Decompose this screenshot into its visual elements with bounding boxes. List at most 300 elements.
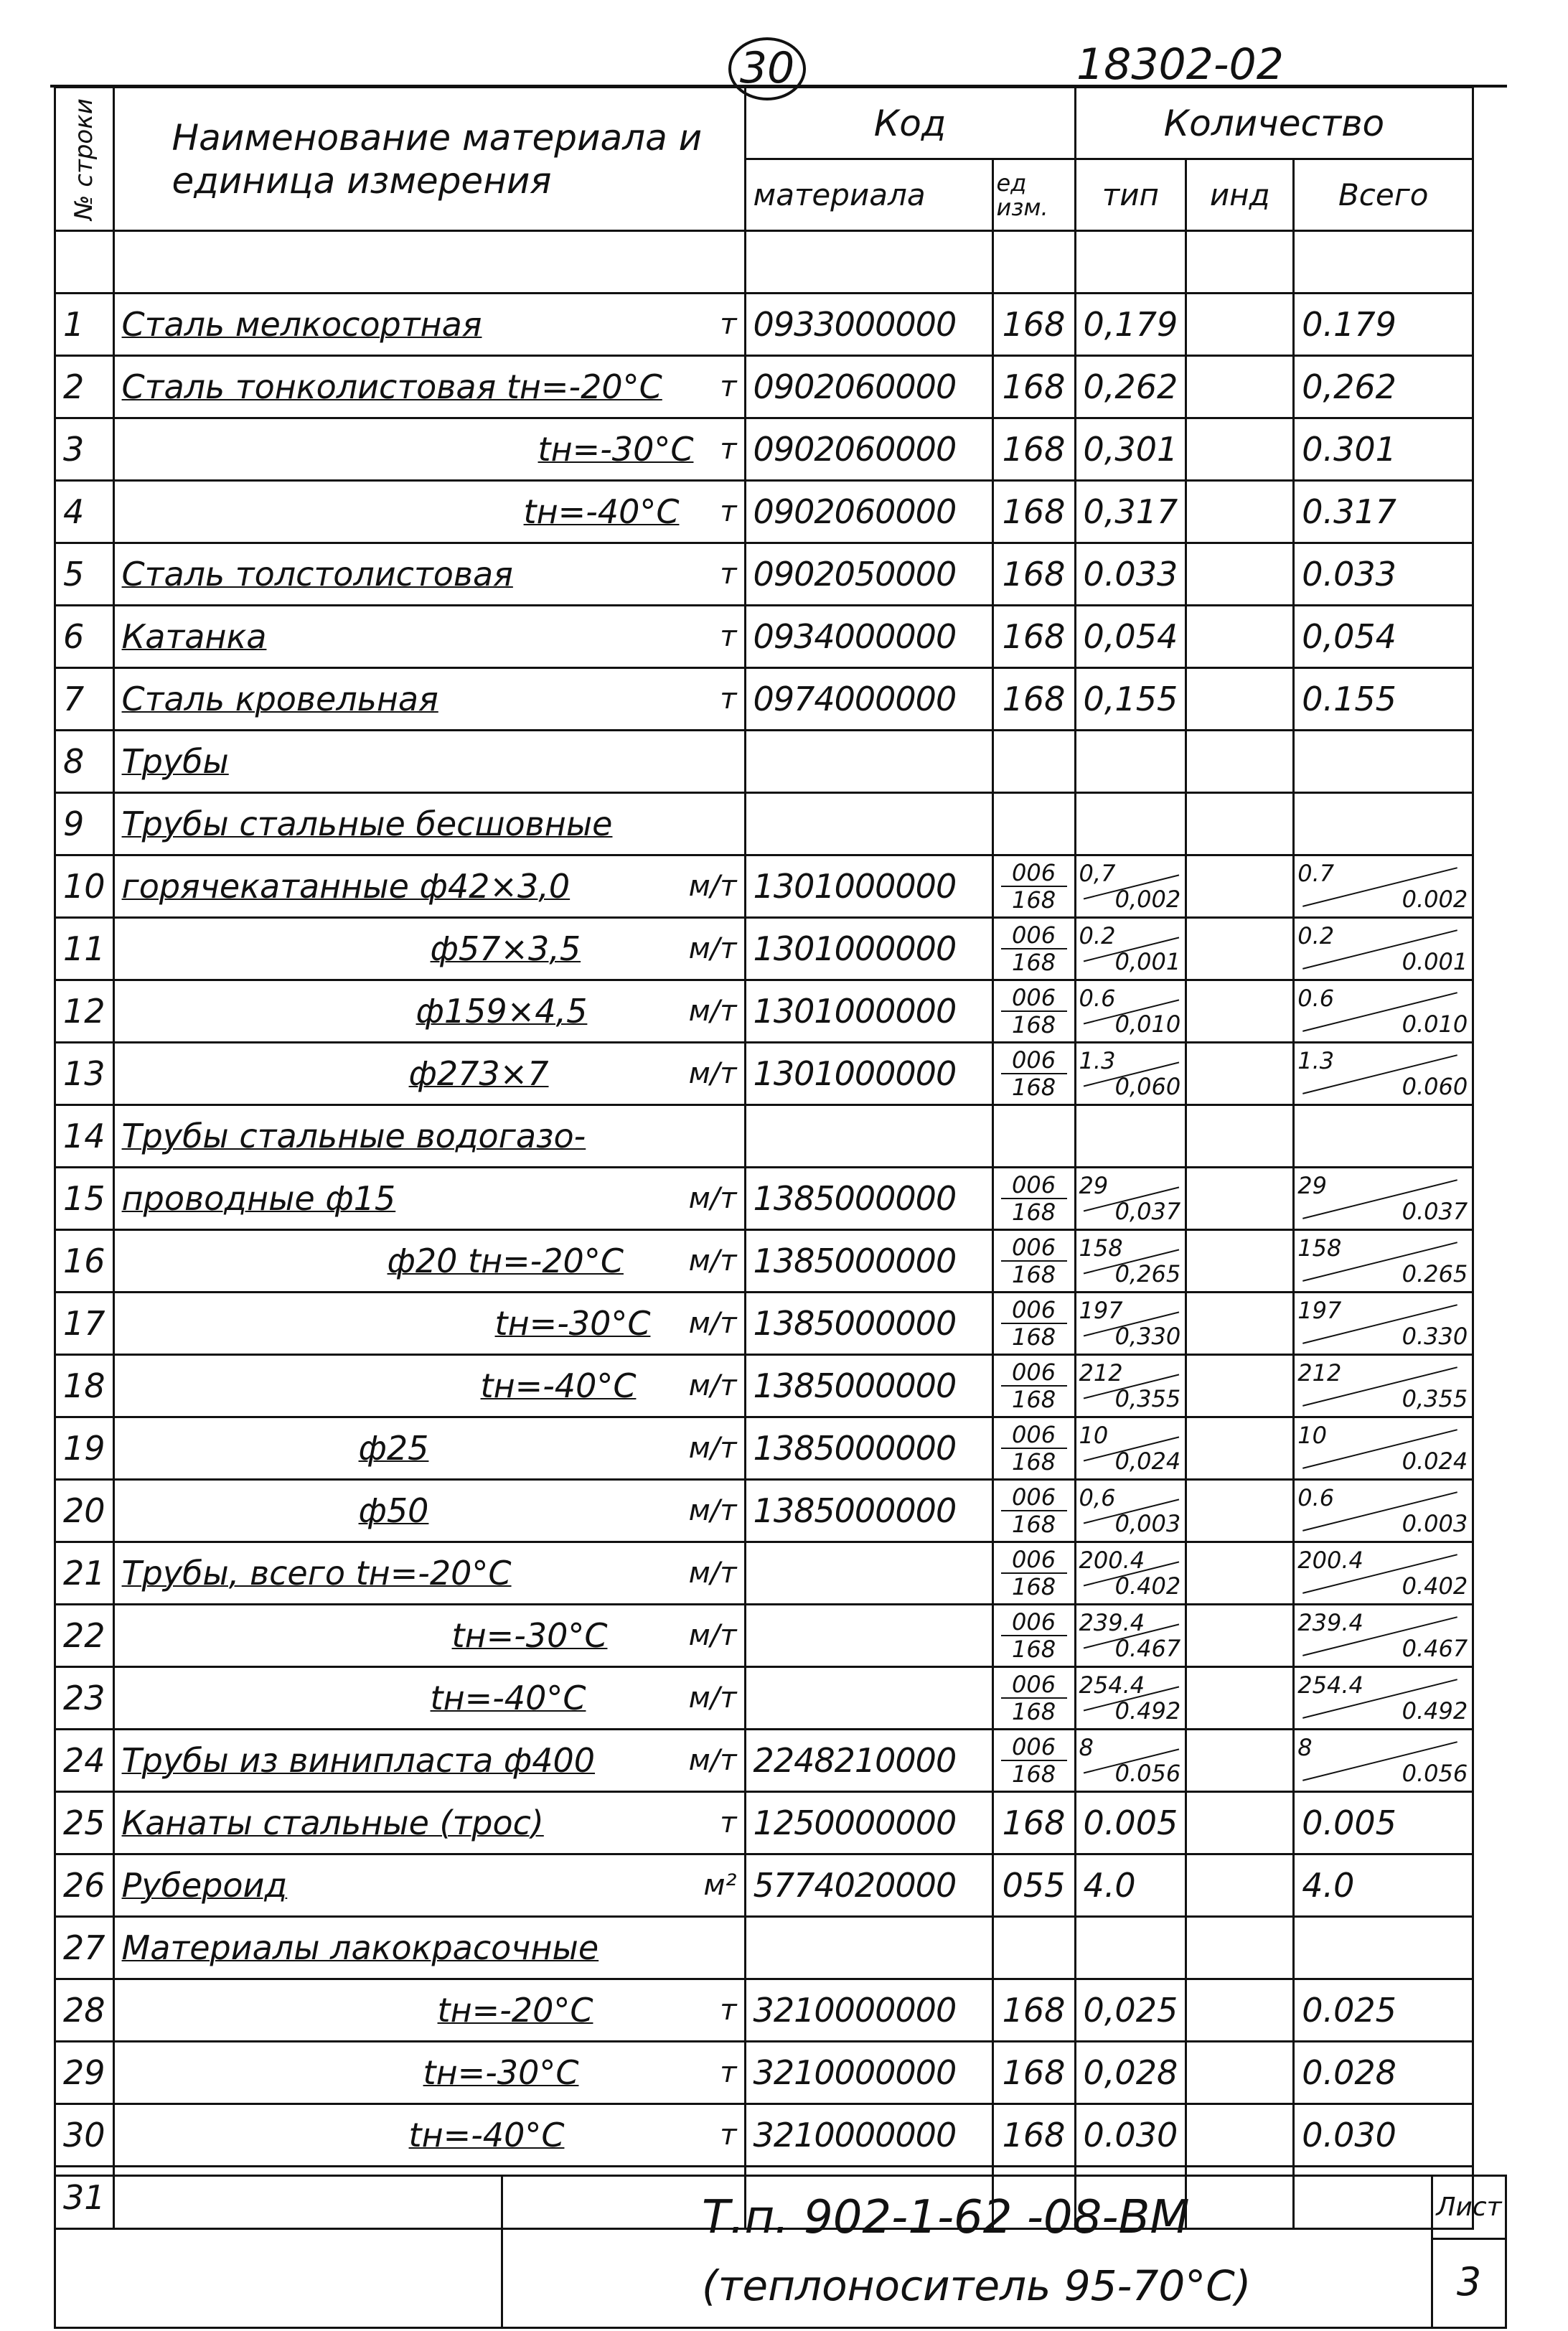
measure-unit: т bbox=[720, 2056, 737, 2089]
quantity-total-fraction: 29 0.037 bbox=[1297, 1172, 1468, 1225]
quantity-ind bbox=[1186, 418, 1294, 481]
quantity-typ-fraction: 0.2 0,001 bbox=[1079, 922, 1181, 975]
row-number: 10 bbox=[55, 855, 114, 918]
quantity-total-fraction: 0.2 0.001 bbox=[1297, 922, 1468, 975]
unit-code-top: 006 bbox=[1001, 860, 1067, 887]
measure-unit: т bbox=[720, 433, 737, 466]
unit-code-bottom: 168 bbox=[1012, 1386, 1056, 1413]
table-row bbox=[55, 1792, 1473, 1854]
quantity-total: 0.179 bbox=[1294, 294, 1473, 356]
unit-code: 168 bbox=[992, 2042, 1075, 2104]
unit-code: 055 bbox=[992, 1854, 1075, 1917]
quantity-typ bbox=[1075, 1480, 1186, 1542]
quantity-typ bbox=[1075, 855, 1186, 918]
title-block-subtitle: (теплоноситель 95-70°С) bbox=[702, 2261, 1252, 2310]
quantity-typ: 0,301 bbox=[1075, 418, 1186, 481]
material-name: Сталь тонколистовая tн=-20°С bbox=[121, 367, 662, 406]
material-name-cell bbox=[113, 2042, 745, 2104]
quantity-typ-fraction: 10 0,024 bbox=[1079, 1422, 1181, 1475]
table-row bbox=[55, 731, 1473, 793]
header-quantity: Количество bbox=[1075, 88, 1473, 159]
material-name-cell bbox=[113, 481, 745, 543]
material-code bbox=[745, 793, 992, 855]
unit-code-bottom: 168 bbox=[1012, 886, 1056, 914]
row-number: 6 bbox=[55, 606, 114, 668]
quantity-total bbox=[1294, 855, 1473, 918]
quantity-typ-fraction: 197 0,330 bbox=[1079, 1297, 1181, 1350]
measure-unit: т bbox=[720, 1806, 737, 1839]
quantity-total: 0.028 bbox=[1294, 2042, 1473, 2104]
measure-unit: т bbox=[720, 1994, 737, 2027]
unit-code: 168 bbox=[992, 1792, 1075, 1854]
quantity-total: 0,054 bbox=[1294, 606, 1473, 668]
unit-code-top: 006 bbox=[1001, 922, 1067, 949]
table-row bbox=[55, 1230, 1473, 1293]
table-row bbox=[55, 1854, 1473, 1917]
quantity-typ bbox=[1075, 1667, 1186, 1730]
table-row bbox=[55, 294, 1473, 356]
quantity-total bbox=[1294, 793, 1473, 855]
unit-code-top: 006 bbox=[1001, 1547, 1067, 1574]
quantity-total-fraction: 10 0.024 bbox=[1297, 1422, 1468, 1475]
material-name: горячекатанные ф42×3,0 bbox=[121, 867, 571, 906]
table-row bbox=[55, 1355, 1473, 1417]
unit-code-stack bbox=[1001, 1734, 1067, 1787]
material-name: tн=-40°С bbox=[408, 2116, 565, 2154]
table-row bbox=[55, 793, 1473, 855]
quantity-total-fraction: 0.7 0.002 bbox=[1297, 860, 1468, 913]
table-row bbox=[55, 481, 1473, 543]
material-name-cell bbox=[113, 1730, 745, 1792]
quantity-ind bbox=[1186, 1417, 1294, 1480]
material-name-cell bbox=[113, 918, 745, 980]
quantity-typ bbox=[1075, 918, 1186, 980]
quantity-total: 0.155 bbox=[1294, 668, 1473, 731]
quantity-typ bbox=[1075, 731, 1186, 793]
material-name-cell bbox=[113, 1917, 745, 1979]
material-code bbox=[745, 1667, 992, 1730]
unit-code-stack bbox=[1001, 1047, 1067, 1100]
table-row bbox=[55, 1979, 1473, 2042]
material-code bbox=[745, 1917, 992, 1979]
quantity-typ: 0,054 bbox=[1075, 606, 1186, 668]
quantity-ind bbox=[1186, 294, 1294, 356]
material-name: tн=-30°С bbox=[537, 430, 694, 469]
material-name-cell bbox=[113, 1792, 745, 1854]
quantity-typ: 0,179 bbox=[1075, 294, 1186, 356]
material-name: tн=-20°С bbox=[437, 1991, 593, 2030]
material-name-cell bbox=[113, 1979, 745, 2042]
quantity-ind bbox=[1186, 1667, 1294, 1730]
unit-code bbox=[992, 1230, 1075, 1293]
quantity-ind bbox=[1186, 855, 1294, 918]
unit-code: 168 bbox=[992, 294, 1075, 356]
table-row bbox=[55, 1105, 1473, 1168]
material-name: tн=-40°С bbox=[480, 1366, 637, 1405]
row-number: 4 bbox=[55, 481, 114, 543]
material-code bbox=[745, 1605, 992, 1667]
header-q-typ: тип bbox=[1075, 159, 1186, 231]
quantity-total: 0.301 bbox=[1294, 418, 1473, 481]
header-q-total: Всего bbox=[1294, 159, 1473, 231]
row-number: 28 bbox=[55, 1979, 114, 2042]
quantity-ind bbox=[1186, 2104, 1294, 2167]
row-number: 30 bbox=[55, 2104, 114, 2167]
measure-unit: т bbox=[720, 308, 737, 341]
quantity-typ bbox=[1075, 1230, 1186, 1293]
material-code: 0902060000 bbox=[745, 418, 992, 481]
quantity-total bbox=[1294, 1230, 1473, 1293]
quantity-ind bbox=[1186, 918, 1294, 980]
measure-unit: т bbox=[720, 370, 737, 403]
material-name-cell bbox=[113, 980, 745, 1043]
row-number: 15 bbox=[55, 1168, 114, 1230]
quantity-ind bbox=[1186, 481, 1294, 543]
quantity-typ: 0.033 bbox=[1075, 543, 1186, 606]
unit-code: 168 bbox=[992, 418, 1075, 481]
unit-code-stack bbox=[1001, 1234, 1067, 1288]
material-name: Трубы стальные водогазо- bbox=[121, 1117, 586, 1155]
quantity-ind bbox=[1186, 1043, 1294, 1105]
unit-code-top: 006 bbox=[1001, 1671, 1067, 1699]
unit-code-bottom: 168 bbox=[1012, 1199, 1056, 1226]
unit-code-bottom: 168 bbox=[1012, 1573, 1056, 1600]
material-name: Сталь толстолистовая bbox=[121, 555, 513, 594]
material-name-cell bbox=[113, 1168, 745, 1230]
material-name: ф273×7 bbox=[408, 1054, 549, 1093]
quantity-ind bbox=[1186, 1355, 1294, 1417]
quantity-typ-fraction: 200.4 0.402 bbox=[1079, 1547, 1181, 1600]
quantity-total-fraction: 158 0.265 bbox=[1297, 1234, 1468, 1288]
table-row bbox=[55, 2042, 1473, 2104]
unit-code bbox=[992, 731, 1075, 793]
row-number: 19 bbox=[55, 1417, 114, 1480]
row-number: 3 bbox=[55, 418, 114, 481]
quantity-typ bbox=[1075, 1168, 1186, 1230]
quantity-typ-fraction: 29 0,037 bbox=[1079, 1172, 1181, 1225]
unit-code-bottom: 168 bbox=[1012, 1011, 1056, 1038]
material-code: 1385000000 bbox=[745, 1417, 992, 1480]
quantity-total-fraction: 212 0,355 bbox=[1297, 1359, 1468, 1412]
quantity-typ-fraction: 0.6 0,010 bbox=[1079, 985, 1181, 1038]
unit-code bbox=[992, 1043, 1075, 1105]
measure-unit: м/т bbox=[688, 995, 737, 1028]
table-body bbox=[55, 294, 1473, 2229]
material-name: ф20 tн=-20°С bbox=[387, 1242, 624, 1280]
quantity-ind bbox=[1186, 1730, 1294, 1792]
material-name-cell bbox=[113, 1105, 745, 1168]
unit-code: 168 bbox=[992, 606, 1075, 668]
row-number: 17 bbox=[55, 1293, 114, 1355]
material-name: Сталь мелкосортная bbox=[121, 305, 482, 344]
material-name-cell bbox=[113, 418, 745, 481]
quantity-typ bbox=[1075, 1542, 1186, 1605]
quantity-total-fraction: 239.4 0.467 bbox=[1297, 1609, 1468, 1662]
unit-code-stack bbox=[1001, 1422, 1067, 1475]
header-row-no: № строки bbox=[55, 88, 114, 231]
material-name-cell bbox=[113, 2104, 745, 2167]
material-name-cell bbox=[113, 1542, 745, 1605]
material-name: Трубы, всего tн=-20°С bbox=[121, 1554, 512, 1593]
unit-code bbox=[992, 855, 1075, 918]
sheet-number: 30 bbox=[728, 37, 806, 100]
unit-code-stack bbox=[1001, 1671, 1067, 1725]
material-name: Сталь кровельная bbox=[121, 680, 438, 718]
quantity-total bbox=[1294, 1480, 1473, 1542]
quantity-ind bbox=[1186, 731, 1294, 793]
row-number: 27 bbox=[55, 1917, 114, 1979]
material-name-cell bbox=[113, 543, 745, 606]
quantity-typ-fraction: 212 0,355 bbox=[1079, 1359, 1181, 1412]
unit-code-stack bbox=[1001, 985, 1067, 1038]
table-row bbox=[55, 1043, 1473, 1105]
material-name-cell bbox=[113, 1230, 745, 1293]
unit-code-bottom: 168 bbox=[1012, 1698, 1056, 1725]
quantity-total bbox=[1294, 1043, 1473, 1105]
material-name-cell bbox=[113, 1605, 745, 1667]
table-row bbox=[55, 1542, 1473, 1605]
material-name: Канаты стальные (трос) bbox=[121, 1804, 544, 1842]
quantity-ind bbox=[1186, 1542, 1294, 1605]
material-code: 0934000000 bbox=[745, 606, 992, 668]
measure-unit: м/т bbox=[688, 1307, 737, 1340]
quantity-total-fraction: 1.3 0.060 bbox=[1297, 1047, 1468, 1100]
measure-unit: м² bbox=[703, 1869, 737, 1902]
quantity-total-fraction: 8 0.056 bbox=[1297, 1734, 1468, 1787]
unit-code bbox=[992, 1355, 1075, 1417]
table-row bbox=[55, 1293, 1473, 1355]
table-row bbox=[55, 2104, 1473, 2167]
material-name-cell bbox=[113, 668, 745, 731]
material-name: проводные ф15 bbox=[121, 1179, 396, 1218]
unit-code: 168 bbox=[992, 481, 1075, 543]
unit-code-stack bbox=[1001, 1172, 1067, 1225]
quantity-total-fraction: 200.4 0.402 bbox=[1297, 1547, 1468, 1600]
quantity-typ bbox=[1075, 1417, 1186, 1480]
quantity-ind bbox=[1186, 1230, 1294, 1293]
quantity-typ bbox=[1075, 1043, 1186, 1105]
measure-unit: м/т bbox=[688, 1682, 737, 1715]
quantity-typ: 0,155 bbox=[1075, 668, 1186, 731]
quantity-typ-fraction: 239.4 0.467 bbox=[1079, 1609, 1181, 1662]
quantity-ind bbox=[1186, 543, 1294, 606]
unit-code-bottom: 168 bbox=[1012, 949, 1056, 976]
table-row bbox=[55, 543, 1473, 606]
unit-code bbox=[992, 1480, 1075, 1542]
material-code: 1385000000 bbox=[745, 1355, 992, 1417]
unit-code-bottom: 168 bbox=[1012, 1074, 1056, 1101]
material-name-cell bbox=[113, 356, 745, 418]
quantity-total bbox=[1294, 1605, 1473, 1667]
material-name: ф57×3,5 bbox=[430, 929, 581, 968]
quantity-typ bbox=[1075, 1917, 1186, 1979]
title-block-main: Т.п. 902-1-62 -08-ВМ bbox=[702, 2191, 1190, 2244]
table-row bbox=[55, 918, 1473, 980]
quantity-total-fraction: 0.6 0.010 bbox=[1297, 985, 1468, 1038]
material-name: Катанка bbox=[121, 617, 267, 656]
measure-unit: м/т bbox=[688, 1057, 737, 1090]
unit-code-stack bbox=[1001, 1359, 1067, 1412]
quantity-typ-fraction: 0,7 0,002 bbox=[1079, 860, 1181, 913]
quantity-total bbox=[1294, 1542, 1473, 1605]
header-name: Наименование материала и единица измерения bbox=[113, 88, 745, 231]
material-name: ф50 bbox=[358, 1491, 429, 1530]
quantity-ind bbox=[1186, 606, 1294, 668]
quantity-typ: 0,028 bbox=[1075, 2042, 1186, 2104]
material-name-cell bbox=[113, 793, 745, 855]
material-name-cell bbox=[113, 1480, 745, 1542]
material-code: 3210000000 bbox=[745, 2042, 992, 2104]
measure-unit: м/т bbox=[688, 1369, 737, 1402]
material-code bbox=[745, 731, 992, 793]
unit-code-top: 006 bbox=[1001, 1234, 1067, 1262]
material-code: 3210000000 bbox=[745, 2104, 992, 2167]
quantity-typ-fraction: 254.4 0.492 bbox=[1079, 1671, 1181, 1725]
material-name: Материалы лакокрасочные bbox=[121, 1928, 599, 1967]
quantity-typ: 4.0 bbox=[1075, 1854, 1186, 1917]
quantity-total bbox=[1294, 1417, 1473, 1480]
unit-code: 168 bbox=[992, 2104, 1075, 2167]
unit-code-top: 006 bbox=[1001, 1172, 1067, 1199]
table-row bbox=[55, 855, 1473, 918]
measure-unit: т bbox=[720, 620, 737, 653]
table-row bbox=[55, 606, 1473, 668]
measure-unit: т bbox=[720, 683, 737, 716]
unit-code-top: 006 bbox=[1001, 1047, 1067, 1074]
row-number: 12 bbox=[55, 980, 114, 1043]
row-number: 14 bbox=[55, 1105, 114, 1168]
measure-unit: м/т bbox=[688, 1744, 737, 1777]
measure-unit: м/т bbox=[688, 1432, 737, 1465]
row-number: 5 bbox=[55, 543, 114, 606]
unit-code: 168 bbox=[992, 356, 1075, 418]
unit-code-bottom: 168 bbox=[1012, 1261, 1056, 1288]
table-row bbox=[55, 418, 1473, 481]
table-row bbox=[55, 1730, 1473, 1792]
row-number: 24 bbox=[55, 1730, 114, 1792]
material-code: 1250000000 bbox=[745, 1792, 992, 1854]
unit-code bbox=[992, 1917, 1075, 1979]
quantity-total bbox=[1294, 1168, 1473, 1230]
row-number: 1 bbox=[55, 294, 114, 356]
header-q-ind: инд bbox=[1186, 159, 1294, 231]
material-name: tн=-30°С bbox=[494, 1304, 651, 1343]
quantity-total: 0.030 bbox=[1294, 2104, 1473, 2167]
unit-code-top: 006 bbox=[1001, 1422, 1067, 1449]
unit-code-bottom: 168 bbox=[1012, 1636, 1056, 1663]
material-code: 1301000000 bbox=[745, 918, 992, 980]
quantity-typ bbox=[1075, 1293, 1186, 1355]
measure-unit: м/т bbox=[688, 870, 737, 903]
row-number: 13 bbox=[55, 1043, 114, 1105]
unit-code-top: 006 bbox=[1001, 1359, 1067, 1387]
unit-code bbox=[992, 1293, 1075, 1355]
unit-code-stack bbox=[1001, 860, 1067, 913]
material-code: 1301000000 bbox=[745, 980, 992, 1043]
material-code: 3210000000 bbox=[745, 1979, 992, 2042]
row-number: 25 bbox=[55, 1792, 114, 1854]
unit-code-stack bbox=[1001, 1484, 1067, 1537]
table-row bbox=[55, 1605, 1473, 1667]
table-row bbox=[55, 356, 1473, 418]
material-name-cell bbox=[113, 1667, 745, 1730]
measure-unit: м/т bbox=[688, 1619, 737, 1652]
material-code: 0933000000 bbox=[745, 294, 992, 356]
quantity-total: 0,262 bbox=[1294, 356, 1473, 418]
material-name: ф159×4,5 bbox=[416, 992, 588, 1031]
material-name: tн=-40°С bbox=[430, 1679, 586, 1717]
quantity-ind bbox=[1186, 1854, 1294, 1917]
material-name-cell bbox=[113, 606, 745, 668]
row-number: 22 bbox=[55, 1605, 114, 1667]
row-number: 11 bbox=[55, 918, 114, 980]
quantity-total bbox=[1294, 1667, 1473, 1730]
material-name-cell bbox=[113, 1043, 745, 1105]
row-number: 9 bbox=[55, 793, 114, 855]
row-number: 26 bbox=[55, 1854, 114, 1917]
material-name-cell bbox=[113, 855, 745, 918]
material-code: 1385000000 bbox=[745, 1480, 992, 1542]
table-row bbox=[55, 1168, 1473, 1230]
quantity-total bbox=[1294, 1105, 1473, 1168]
unit-code bbox=[992, 980, 1075, 1043]
table-row bbox=[55, 1417, 1473, 1480]
quantity-ind bbox=[1186, 2042, 1294, 2104]
table-row bbox=[55, 980, 1473, 1043]
table-row bbox=[55, 1917, 1473, 1979]
material-code bbox=[745, 1542, 992, 1605]
header-code-unit: ед изм. bbox=[992, 159, 1075, 231]
row-number: 8 bbox=[55, 731, 114, 793]
quantity-ind bbox=[1186, 1605, 1294, 1667]
unit-code bbox=[992, 1605, 1075, 1667]
measure-unit: т bbox=[720, 495, 737, 528]
document-code: 18302-02 bbox=[1076, 39, 1284, 90]
quantity-typ: 0.005 bbox=[1075, 1792, 1186, 1854]
material-code: 0902050000 bbox=[745, 543, 992, 606]
row-number: 23 bbox=[55, 1667, 114, 1730]
unit-code-stack bbox=[1001, 1609, 1067, 1662]
quantity-typ: 0,025 bbox=[1075, 1979, 1186, 2042]
table-row bbox=[55, 1480, 1473, 1542]
material-code: 5774020000 bbox=[745, 1854, 992, 1917]
row-number: 7 bbox=[55, 668, 114, 731]
quantity-total bbox=[1294, 918, 1473, 980]
quantity-total-fraction: 197 0.330 bbox=[1297, 1297, 1468, 1350]
measure-unit: м/т bbox=[688, 1557, 737, 1590]
unit-code-bottom: 168 bbox=[1012, 1448, 1056, 1476]
material-name-cell bbox=[113, 1417, 745, 1480]
quantity-typ: 0,262 bbox=[1075, 356, 1186, 418]
material-name-cell bbox=[113, 1854, 745, 1917]
material-name-cell bbox=[113, 1293, 745, 1355]
material-name-cell bbox=[113, 731, 745, 793]
unit-code-stack bbox=[1001, 922, 1067, 975]
quantity-ind bbox=[1186, 1917, 1294, 1979]
quantity-total: 4.0 bbox=[1294, 1854, 1473, 1917]
unit-code-bottom: 168 bbox=[1012, 1511, 1056, 1538]
row-number: 21 bbox=[55, 1542, 114, 1605]
row-number: 18 bbox=[55, 1355, 114, 1417]
row-number: 2 bbox=[55, 356, 114, 418]
quantity-typ-fraction: 1.3 0,060 bbox=[1079, 1047, 1181, 1100]
unit-code bbox=[992, 1105, 1075, 1168]
quantity-typ bbox=[1075, 1105, 1186, 1168]
material-code: 1385000000 bbox=[745, 1293, 992, 1355]
material-name: Трубы из винипласта ф400 bbox=[121, 1741, 596, 1780]
table-row bbox=[55, 1667, 1473, 1730]
quantity-typ bbox=[1075, 1605, 1186, 1667]
